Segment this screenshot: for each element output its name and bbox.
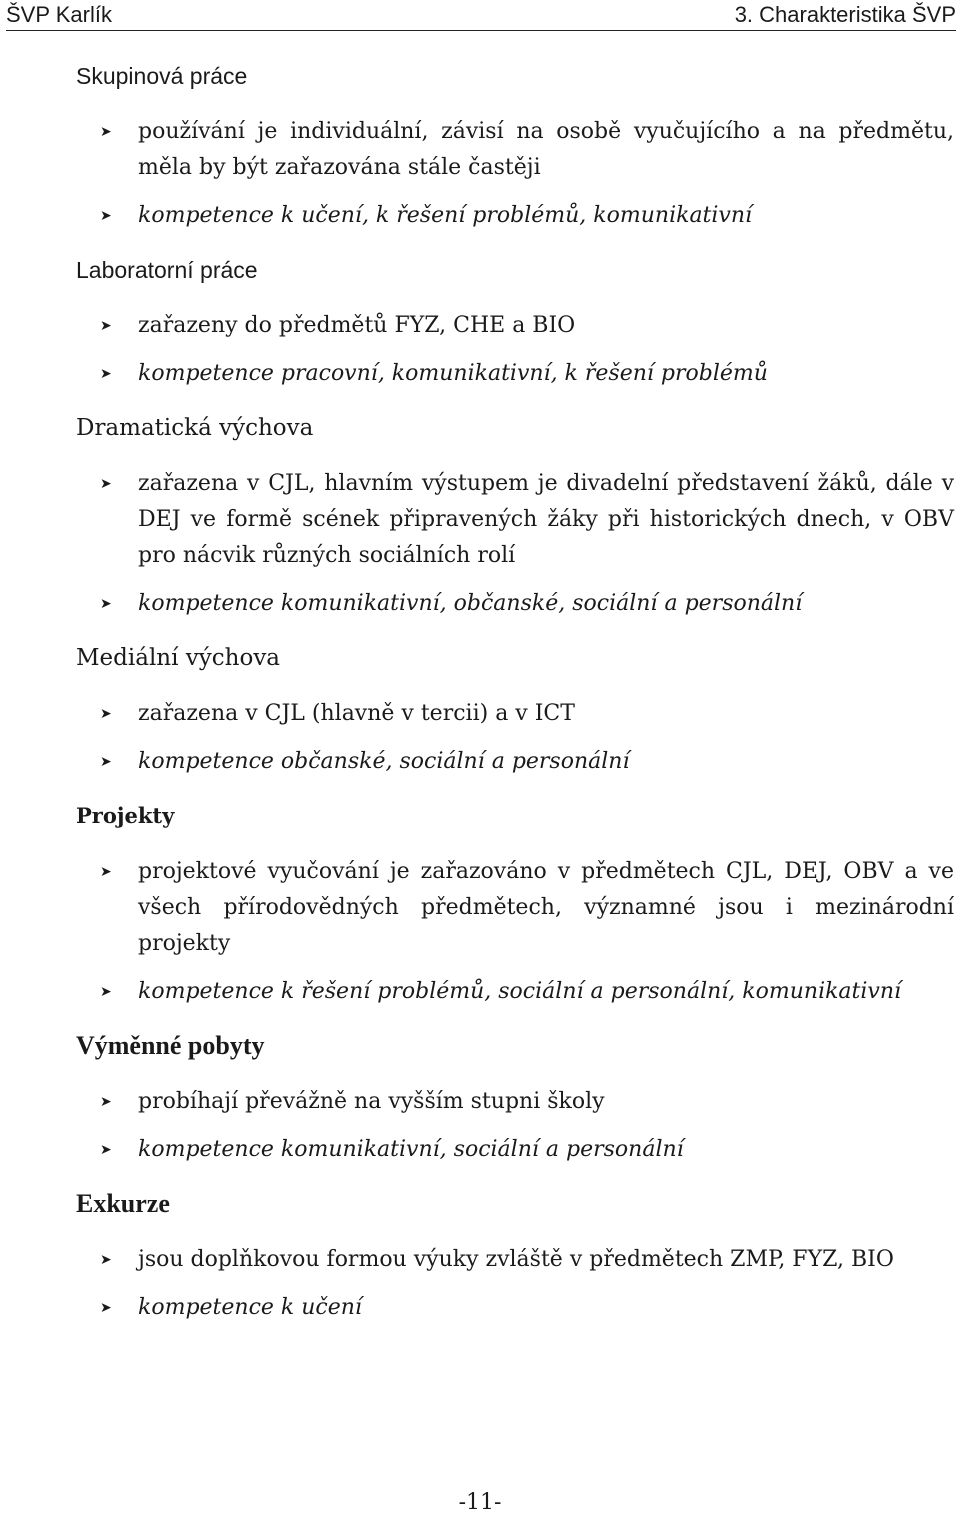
list-item	[76, 1242, 954, 1278]
list-item-text: kompetence k učení	[138, 1295, 362, 1320]
list-item	[76, 356, 954, 392]
list-item-text: kompetence komunikativní, sociální a personální	[138, 1137, 684, 1162]
list-item-text: probíhají převážně na vyšším stupni školy	[138, 1089, 605, 1114]
list-item-text: jsou doplňkovou formou výuky zvláště v předmětech ZMP, FYZ, BIO	[138, 1247, 894, 1272]
list-item	[76, 1084, 954, 1120]
arrowhead-bullet-icon: ➤	[100, 208, 112, 224]
section-skupinova-prace	[76, 58, 954, 234]
section-exkurze	[76, 1186, 954, 1326]
bullet-list	[76, 308, 954, 392]
list-item	[76, 696, 954, 732]
list-item	[76, 1132, 954, 1168]
list-item-text: kompetence občanské, sociální a personální	[138, 749, 630, 774]
section-heading: Projekty	[76, 803, 175, 828]
list-item-text: zařazeny do předmětů FYZ, CHE a BIO	[138, 313, 576, 338]
section-heading: Skupinová práce	[76, 63, 248, 89]
list-item-text: kompetence k učení, k řešení problémů, komunikativní	[138, 203, 753, 228]
list-item-text: používání je individuální, závisí na osobě vyučujícího a na předmětu, měla by být zařazována stále častěji	[138, 119, 954, 180]
arrowhead-bullet-icon: ➤	[100, 1252, 112, 1268]
list-item	[76, 854, 954, 962]
list-item-text: kompetence komunikativní, občanské, sociální a personální	[138, 591, 803, 616]
arrowhead-bullet-icon: ➤	[100, 476, 112, 492]
bullet-list	[76, 696, 954, 780]
list-item	[76, 744, 954, 780]
list-item-text: zařazena v CJL (hlavně v tercii) a v ICT	[138, 701, 575, 726]
list-item	[76, 308, 954, 344]
bullet-list	[76, 1084, 954, 1168]
page-number: -11-	[458, 1490, 502, 1515]
arrowhead-bullet-icon: ➤	[100, 864, 112, 880]
arrowhead-bullet-icon: ➤	[100, 318, 112, 334]
bullet-list	[76, 854, 954, 1010]
header-left: ŠVP Karlík	[6, 2, 112, 27]
list-item	[76, 974, 954, 1010]
document-body	[76, 58, 954, 1326]
arrowhead-bullet-icon: ➤	[100, 596, 112, 612]
section-medialni-vychova	[76, 640, 954, 780]
list-item	[76, 1290, 954, 1326]
list-item-text: zařazena v CJL, hlavním výstupem je divadelní představení žáků, dále v DEJ ve formě scének připravených žáky při historických dnech, v OBV pro nácvik různých sociálních rolí	[138, 471, 954, 568]
section-laboratorni-prace	[76, 252, 954, 392]
arrowhead-bullet-icon: ➤	[100, 1094, 112, 1110]
section-dramaticka-vychova	[76, 410, 954, 622]
list-item-text: kompetence k řešení problémů, sociální a personální, komunikativní	[138, 979, 902, 1004]
section-heading: Mediální výchova	[76, 645, 281, 671]
list-item	[76, 586, 954, 622]
arrowhead-bullet-icon: ➤	[100, 366, 112, 382]
arrowhead-bullet-icon: ➤	[100, 706, 112, 722]
section-heading: Laboratorní práce	[76, 257, 258, 283]
list-item-text: kompetence pracovní, komunikativní, k řešení problémů	[138, 361, 768, 386]
header-right: 3. Charakteristika ŠVP	[734, 2, 956, 27]
arrowhead-bullet-icon: ➤	[100, 124, 112, 140]
list-item	[76, 198, 954, 234]
arrowhead-bullet-icon: ➤	[100, 754, 112, 770]
section-vymenne-pobyty	[76, 1028, 954, 1168]
section-heading: Exkurze	[76, 1189, 170, 1218]
list-item	[76, 114, 954, 186]
arrowhead-bullet-icon: ➤	[100, 984, 112, 1000]
bullet-list	[76, 114, 954, 234]
list-item-text: projektové vyučování je zařazováno v předmětech CJL, DEJ, OBV a ve všech přírodovědných předmětech, významné jsou i mezinárodní projekty	[138, 859, 954, 956]
arrowhead-bullet-icon: ➤	[100, 1300, 112, 1316]
section-heading: Výměnné pobyty	[76, 1031, 265, 1060]
bullet-list	[76, 466, 954, 622]
list-item	[76, 466, 954, 574]
section-projekty	[76, 798, 954, 1010]
page-header	[6, 0, 956, 31]
bullet-list	[76, 1242, 954, 1326]
arrowhead-bullet-icon: ➤	[100, 1142, 112, 1158]
section-heading: Dramatická výchova	[76, 415, 314, 441]
